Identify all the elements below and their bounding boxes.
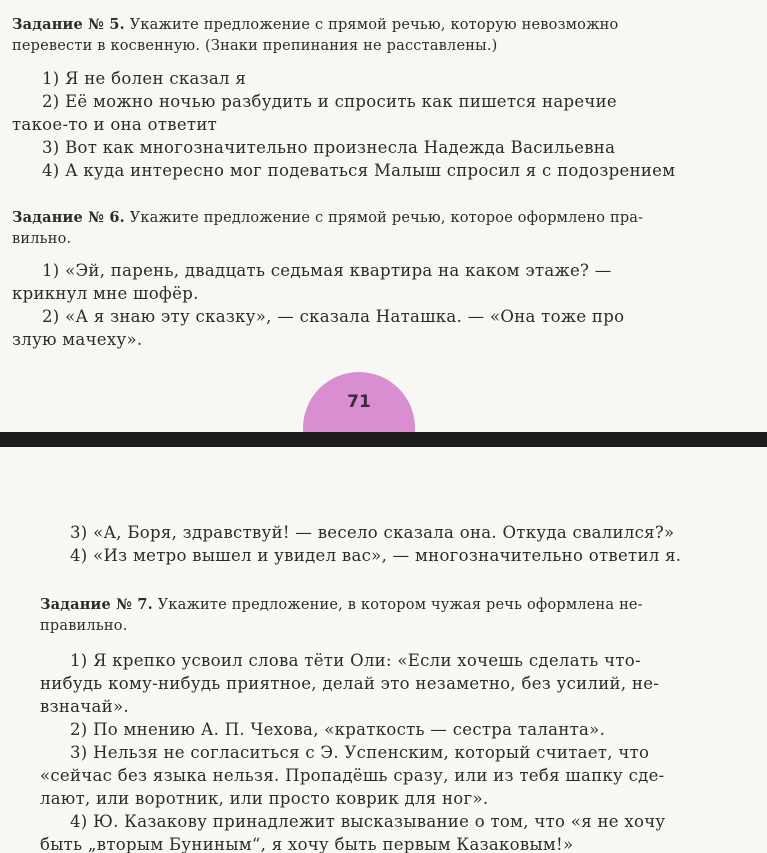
task7 <box>40 594 740 637</box>
task5-prompt-line2: перевести в косвенную. (Знаки препинания не расставлены.) <box>12 38 498 54</box>
task5-label: Задание № 5. <box>12 16 125 33</box>
task7-option-4: 4) Ю. Казакову принадлежит высказывание о том, что «я не хочу <box>70 812 666 831</box>
bottom-page <box>0 447 767 853</box>
task6-options-b <box>40 521 740 567</box>
task7-option-3: 3) Нельзя не согласиться с Э. Успенским, который считает, что <box>70 743 650 762</box>
task7-option-3-end: лают, или воротник, или просто коврик для ног». <box>40 789 489 808</box>
task7-label: Задание № 7. <box>40 596 153 613</box>
task7-option-1-cont: нибудь кому-нибудь приятное, делай это незаметно, без усилий, не- <box>40 674 660 693</box>
task6-option-2-cont: злую мачеху». <box>12 330 143 349</box>
task6-label: Задание № 6. <box>12 209 125 226</box>
task5-option-2: 2) Её можно ночью разбудить и спросить как пишется наречие <box>42 92 617 111</box>
task7-prompt-line2: правильно. <box>40 618 128 634</box>
task7-text1: Укажите предложение, в котором чужая речь оформлена не- <box>157 597 643 613</box>
page-number: 71 <box>347 392 371 412</box>
task5-option-1: 1) Я не болен сказал я <box>42 69 247 88</box>
task6-option-2: 2) «А я знаю эту сказку», — сказала Наташка. — «Она тоже про <box>42 307 625 326</box>
task7-option-1-end: взначай». <box>40 697 129 716</box>
task6-prompt-line1 <box>12 207 757 229</box>
task6-option-1: 1) «Эй, парень, двадцать седьмая квартира на каком этаже? — <box>42 261 612 280</box>
task6-option-3: 3) «А, Боря, здравствуй! — весело сказала она. Откуда свалился?» <box>70 523 675 542</box>
page-number-badge <box>303 372 415 432</box>
task5-options <box>12 67 747 182</box>
task7-option-4-cont: быть „вторым Буниным“, я хочу быть первым Казаковым!» <box>40 835 574 853</box>
task7-option-1: 1) Я крепко усвоил слова тёти Оли: «Если хочешь сделать что- <box>70 651 641 670</box>
task5-option-4: 4) А куда интересно мог подеваться Малыш спросил я с подозрением <box>42 161 676 180</box>
task7-options <box>40 649 740 853</box>
task5-text1: Укажите предложение с прямой речью, которую невозможно <box>129 17 619 33</box>
task6-option-4: 4) «Из метро вышел и увидел вас», — многозначительно ответил я. <box>70 546 682 565</box>
task6-option-1-cont: крикнул мне шофёр. <box>12 284 199 303</box>
task7-prompt-line1 <box>40 594 740 616</box>
task5-option-3: 3) Вот как многозначительно произнесла Надежда Васильевна <box>42 138 616 157</box>
task6 <box>12 207 757 250</box>
task7-option-2: 2) По мнению А. П. Чехова, «краткость — сестра таланта». <box>70 720 606 739</box>
task5-prompt-line1 <box>12 14 757 36</box>
page-divider <box>0 432 767 447</box>
task5 <box>12 14 757 57</box>
task6-options-a <box>12 259 712 351</box>
task6-prompt-line2: вильно. <box>12 231 72 247</box>
task6-text1: Укажите предложение с прямой речью, которое оформлено пра- <box>129 210 644 226</box>
task7-option-3-cont: «сейчас без языка нельзя. Пропадёшь сразу, или из тебя шапку сде- <box>40 766 665 785</box>
task5-option-2-cont: такое-то и она ответит <box>12 115 218 134</box>
